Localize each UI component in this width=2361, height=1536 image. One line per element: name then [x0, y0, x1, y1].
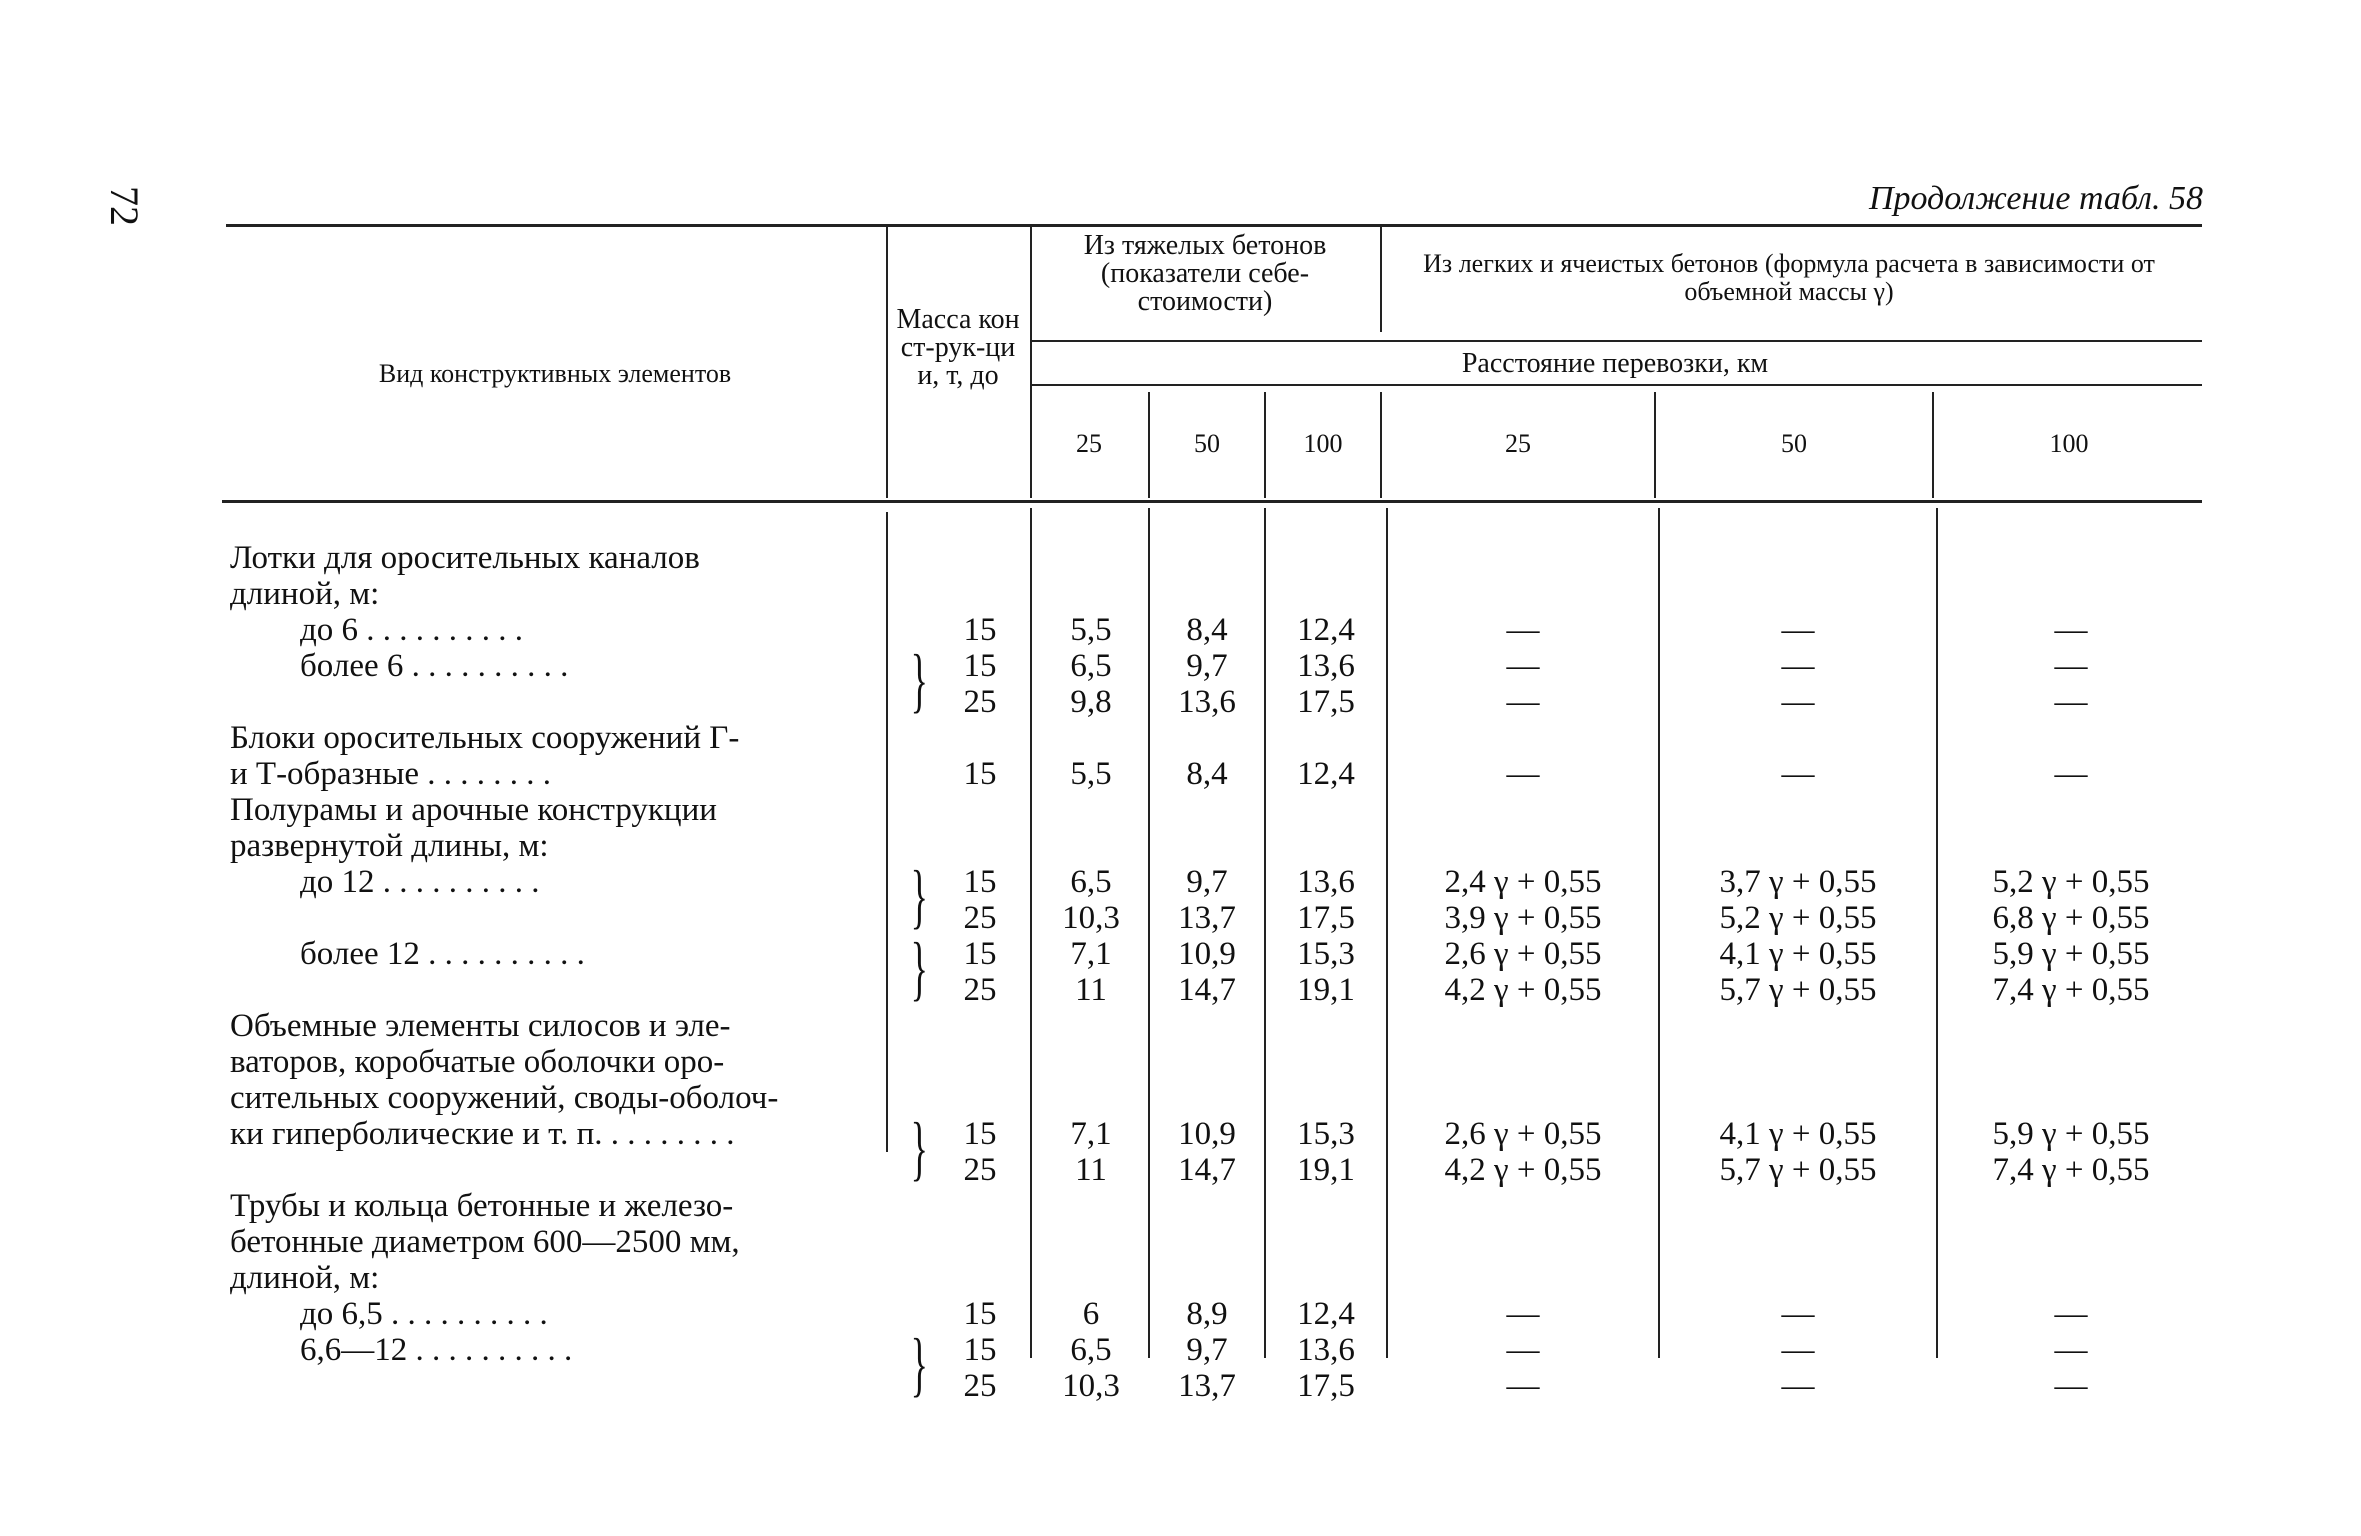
row-label: развернутой длины, м: — [230, 828, 549, 864]
table-cell: 5,5 — [1070, 612, 1112, 648]
table-cell: — — [2054, 1296, 2088, 1332]
table-cell: 4,2 γ + 0,55 — [1444, 1152, 1602, 1188]
brace-icon: } — [910, 856, 928, 936]
table-cell: 3,9 γ + 0,55 — [1444, 900, 1602, 936]
table-cell: 19,1 — [1297, 972, 1355, 1008]
table-cell: 17,5 — [1297, 684, 1355, 720]
table-cell: 14,7 — [1178, 1152, 1236, 1188]
table-cell: — — [1781, 1296, 1815, 1332]
table-cell: 7,1 — [1070, 1116, 1112, 1152]
table-cell: 25 — [963, 1152, 997, 1188]
body-vline — [1030, 508, 1032, 1358]
table-cell: — — [2054, 756, 2088, 792]
dist-heavy-25: 25 — [1076, 429, 1102, 458]
brace-icon: } — [910, 928, 928, 1008]
table-cell: — — [2054, 1368, 2088, 1404]
page-number: 72 — [102, 186, 147, 226]
table-cell: 7,4 γ + 0,55 — [1992, 1152, 2150, 1188]
row-label: длиной, м: — [230, 576, 380, 612]
table-cell: 2,6 γ + 0,55 — [1444, 1116, 1602, 1152]
table-cell: 13,6 — [1297, 864, 1355, 900]
table-cell: 15 — [963, 864, 997, 900]
row-sublabel: более 6 . . . . . . . . . . — [300, 648, 569, 684]
row-sublabel: 6,6—12 . . . . . . . . . . — [300, 1332, 573, 1368]
table-cell: 13,6 — [1297, 648, 1355, 684]
body-vline — [1936, 508, 1938, 1358]
table-cell: 15 — [963, 1332, 997, 1368]
table-cell: 12,4 — [1297, 756, 1355, 792]
header-heavy: Из тяжелых бетонов (показатели себе-стоимости) — [1083, 230, 1327, 317]
row-label: ваторов, коробчатые оболочки оро- — [230, 1044, 725, 1080]
row-label: Блоки оросительных сооружений Г- — [230, 720, 740, 756]
body-vline — [886, 512, 888, 1152]
header-vline — [1030, 226, 1032, 498]
table-cell: 11 — [1075, 972, 1107, 1008]
row-label: сительных сооружений, своды-оболоч- — [230, 1080, 779, 1116]
table-cell: — — [2054, 612, 2088, 648]
table-cell: — — [1781, 612, 1815, 648]
table-cell: 9,8 — [1070, 684, 1112, 720]
table-cell: 15 — [963, 756, 997, 792]
table-cell: 7,4 γ + 0,55 — [1992, 972, 2150, 1008]
table-cell: 10,9 — [1178, 1116, 1236, 1152]
body-vline — [1148, 508, 1150, 1358]
row-label: бетонные диаметром 600—2500 мм, — [230, 1224, 740, 1260]
table-cell: 8,9 — [1186, 1296, 1228, 1332]
table-cell: 15 — [963, 648, 997, 684]
table-cell: 10,3 — [1062, 1368, 1120, 1404]
table-cell: — — [1506, 756, 1540, 792]
table-cell: 15 — [963, 1296, 997, 1332]
table-cell: 15,3 — [1297, 1116, 1355, 1152]
dist-heavy-50: 50 — [1194, 429, 1220, 458]
table-cell: 15 — [963, 1116, 997, 1152]
dist-light-100: 100 — [2049, 429, 2089, 458]
header-vline — [1932, 392, 1934, 498]
table-cell: 5,9 γ + 0,55 — [1992, 1116, 2150, 1152]
table-cell: 9,7 — [1186, 648, 1228, 684]
dist-heavy-100: 100 — [1303, 429, 1343, 458]
table-cell: 17,5 — [1297, 900, 1355, 936]
brace-icon: } — [910, 1324, 928, 1404]
table-cell: 6,5 — [1070, 1332, 1112, 1368]
row-sublabel: до 12 . . . . . . . . . . — [300, 864, 540, 900]
table-cell: 9,7 — [1186, 1332, 1228, 1368]
table-cell: 25 — [963, 684, 997, 720]
table-cell: — — [2054, 684, 2088, 720]
table-cell: 6,5 — [1070, 648, 1112, 684]
table-cell: — — [2054, 648, 2088, 684]
table-cell: 10,9 — [1178, 936, 1236, 972]
table-cell: 8,4 — [1186, 756, 1228, 792]
table-cell: — — [1506, 648, 1540, 684]
table-cell: 4,1 γ + 0,55 — [1719, 1116, 1877, 1152]
header-vline — [1654, 392, 1656, 498]
table-cell: — — [1506, 1296, 1540, 1332]
continuation-caption: Продолжение табл. 58 — [1868, 180, 2203, 217]
table-cell: — — [1781, 648, 1815, 684]
table-cell: 4,1 γ + 0,55 — [1719, 936, 1877, 972]
table-cell: 19,1 — [1297, 1152, 1355, 1188]
table-cell: 3,7 γ + 0,55 — [1719, 864, 1877, 900]
dist-light-50: 50 — [1781, 429, 1807, 458]
table-cell: 5,2 γ + 0,55 — [1719, 900, 1877, 936]
row-label: Трубы и кольца бетонные и железо- — [230, 1188, 734, 1224]
table-cell: 25 — [963, 1368, 997, 1404]
table-top-rule — [226, 224, 2202, 227]
row-sublabel: до 6 . . . . . . . . . . — [300, 612, 524, 648]
header-vline — [1380, 392, 1382, 498]
table-cell: 5,2 γ + 0,55 — [1992, 864, 2150, 900]
table-cell: — — [1781, 756, 1815, 792]
table-cell: 7,1 — [1070, 936, 1112, 972]
table-cell: 25 — [963, 900, 997, 936]
brace-icon: } — [910, 640, 928, 720]
row-label: Полурамы и арочные конструкции — [230, 792, 717, 828]
table-cell: 13,6 — [1178, 684, 1236, 720]
table-cell: — — [1506, 1368, 1540, 1404]
table-cell: 13,6 — [1297, 1332, 1355, 1368]
table-cell: 6,8 γ + 0,55 — [1992, 900, 2150, 936]
table-cell: 5,7 γ + 0,55 — [1719, 1152, 1877, 1188]
header-rule-2 — [1030, 384, 2202, 386]
header-vline — [1380, 226, 1382, 332]
body-vline — [1386, 508, 1388, 1358]
table-cell: 12,4 — [1297, 612, 1355, 648]
row-label: длиной, м: — [230, 1260, 380, 1296]
header-vline — [886, 226, 888, 498]
brace-icon: } — [910, 1108, 928, 1188]
table-cell: 6,5 — [1070, 864, 1112, 900]
table-cell: 15,3 — [1297, 936, 1355, 972]
table-cell: — — [1506, 1332, 1540, 1368]
table-cell: 13,7 — [1178, 1368, 1236, 1404]
table-cell: 17,5 — [1297, 1368, 1355, 1404]
header-vline — [1148, 392, 1150, 498]
header-vline — [1264, 392, 1266, 498]
table-cell: 5,9 γ + 0,55 — [1992, 936, 2150, 972]
table-cell: — — [2054, 1332, 2088, 1368]
header-rule-1 — [1030, 340, 2202, 342]
table-cell: 6 — [1082, 1296, 1100, 1332]
row-label: Лотки для оросительных каналов — [230, 540, 700, 576]
header-mass: Масса конст-рук-ции, т, до — [896, 304, 1020, 391]
table-cell: 9,7 — [1186, 864, 1228, 900]
body-vline — [1658, 508, 1660, 1358]
dist-light-25: 25 — [1505, 429, 1531, 458]
table-cell: — — [1506, 612, 1540, 648]
table-cell: — — [1781, 1332, 1815, 1368]
table-cell: 10,3 — [1062, 900, 1120, 936]
table-cell: 5,5 — [1070, 756, 1112, 792]
table-cell: 25 — [963, 972, 997, 1008]
table-cell: 15 — [963, 936, 997, 972]
header-distance: Расстояние перевозки, км — [1461, 348, 1769, 379]
row-label: Объемные элементы силосов и эле- — [230, 1008, 731, 1044]
row-label: и Т-образные . . . . . . . . — [230, 756, 552, 792]
table-cell: 15 — [963, 612, 997, 648]
table-cell: 8,4 — [1186, 612, 1228, 648]
table-cell: 14,7 — [1178, 972, 1236, 1008]
table-cell: — — [1781, 1368, 1815, 1404]
table-cell: 13,7 — [1178, 900, 1236, 936]
table-cell: 11 — [1075, 1152, 1107, 1188]
header-type: Вид конструктивных элементов — [378, 359, 732, 388]
header-bottom-rule — [222, 500, 2202, 503]
table-cell: 2,4 γ + 0,55 — [1444, 864, 1602, 900]
row-sublabel: до 6,5 . . . . . . . . . . — [300, 1296, 548, 1332]
table-cell: — — [1506, 684, 1540, 720]
table-cell: 5,7 γ + 0,55 — [1719, 972, 1877, 1008]
table-cell: 2,6 γ + 0,55 — [1444, 936, 1602, 972]
row-label: ки гиперболические и т. п. . . . . . . . . — [230, 1116, 735, 1152]
body-vline — [1264, 508, 1266, 1358]
table-cell: — — [1781, 684, 1815, 720]
row-sublabel: более 12 . . . . . . . . . . — [300, 936, 585, 972]
table-cell: 12,4 — [1297, 1296, 1355, 1332]
header-light: Из легких и ячеистых бетонов (формула расчета в зависимости от объемной массы γ) — [1423, 249, 2155, 306]
table-cell: 4,2 γ + 0,55 — [1444, 972, 1602, 1008]
